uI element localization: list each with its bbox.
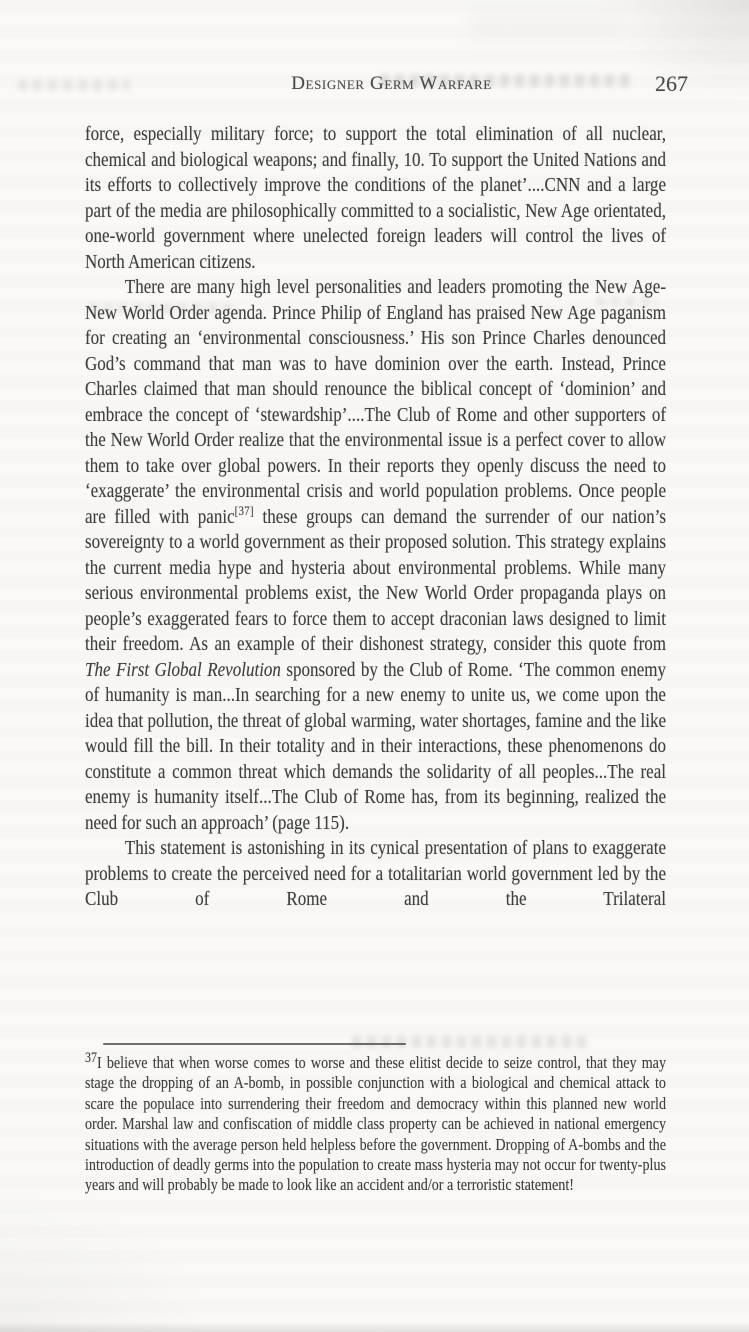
text-run: This statement is astonishing in its cynical presentation of plans to exaggerate problems to create the perceived need for a totalitarian world government led by the Club of Rome and the Trilateral bbox=[85, 837, 667, 910]
footnote-text: I believe that when worse comes to worse and these elitist decide to seize control, that they may stage the dropping of an A-bomb, in possible conjunction with a biological and chemical attack to scare the populace into surrendering their freedom and democracy within this planned new world order. Marshal law and confiscation of middle class property can be achieved in national emergency situations with the average person held helpless before the government. Dropping of A-bombs and the introduction of deadly germs into the population to create mass hysteria may not occur for twenty-plus years and will probably be made to look like an accident and/or a terroristic statement! bbox=[85, 1053, 666, 1195]
text-run: force, especially military force; to support the total elimination of all nuclear, chemical and biological weapons; and finally, 10. To support the United Nations and its efforts to collectively improve the conditions of the planet’....CNN and a large part of the media are philosophically committed to a socialistic, New Age orientated, one-world government where unelected foreign leaders will control the lives of North American citizens. bbox=[85, 123, 666, 273]
text-run: sponsored by the Club of Rome. ‘The common enemy of humanity is man...In searching for a new enemy to unite us, we come upon the idea that pollution, the threat of global warming, water shortages, famine and the like would fill the bill. In their totality and in their interactions, these phenomenons do constitute a common threat which demands the solidarity of all peoples...The real enemy is humanity itself...The Club of Rome has, from its beginning, realized the need for such an approach’ (page 115). bbox=[85, 658, 666, 834]
paragraph bbox=[85, 122, 666, 275]
running-header-title: Designer Germ Warfare bbox=[291, 73, 492, 94]
body-text bbox=[85, 122, 666, 913]
footnote bbox=[85, 1050, 666, 1196]
footnote-reference: [37] bbox=[234, 503, 254, 518]
paragraph bbox=[85, 275, 666, 836]
bleed-through-artifact bbox=[470, 8, 620, 42]
text-run: There are many high level personalities and leaders promoting the New Age-New World Order agenda. Prince Philip of England has praised New Age paganism for creating an ‘environmental consciousness.’ His son Prince Charles denounced God’s command that man was to have dominion over the earth. Instead, Prince Charles claimed that man should renounce the biblical concept of ‘dominion’ and embrace the concept of ‘stewardship’....The Club of Rome and other supporters of the New World Order realize that the environmental issue is a perfect cover to allow them to take over global powers. In their reports they openly discuss the need to ‘exaggerate’ the environmental crisis and world population problems. Once people are filled with panic bbox=[85, 276, 667, 528]
page-number: 267 bbox=[655, 71, 688, 96]
footnote-separator-rule bbox=[103, 1043, 406, 1045]
book-title: The First Global Revolution bbox=[85, 658, 281, 681]
paragraph bbox=[85, 836, 666, 913]
footnote-marker: 37 bbox=[85, 1050, 97, 1066]
text-run: these groups can demand the surrender of our nation’s sovereignty to a world government as their proposed solution. This strategy explains the current media hype and hysteria about environmental problems. While many serious environmental problems exist, the New World Order propaganda plays on people’s exaggerated fears to force them to accept draconian laws designed to limit their freedom. As an example of their dishonest strategy, consider this quote from bbox=[85, 505, 666, 655]
running-header bbox=[85, 71, 688, 99]
bleed-through-artifact bbox=[352, 1036, 588, 1048]
